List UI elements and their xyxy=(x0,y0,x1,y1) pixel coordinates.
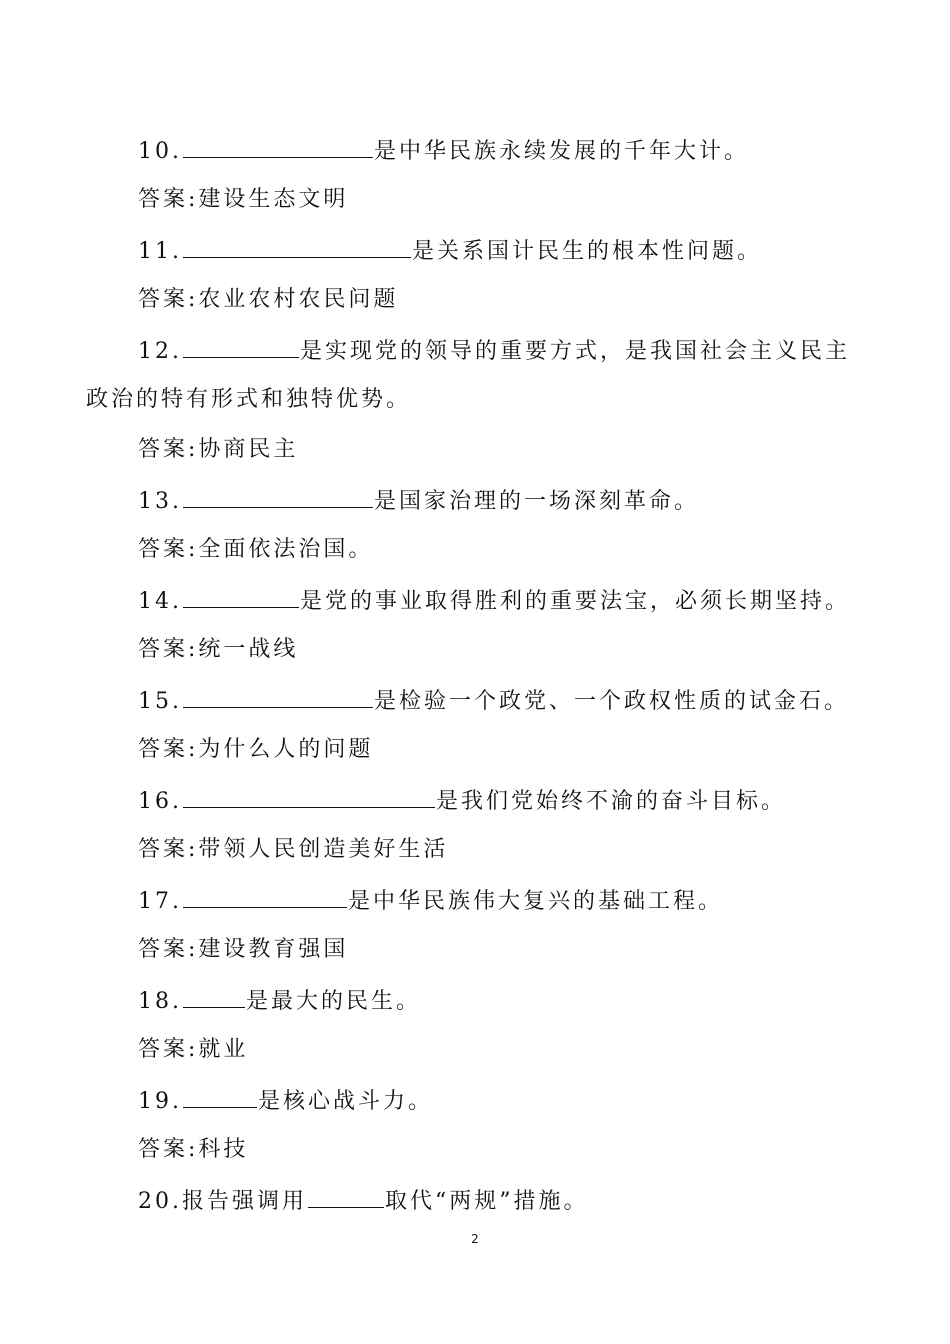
question-10 xyxy=(138,135,749,167)
question-number: 20. xyxy=(138,1189,182,1214)
question-19 xyxy=(138,1085,433,1117)
answer-label: 答案: xyxy=(138,637,199,662)
question-text: 是中华民族永续发展的千年大计。 xyxy=(374,139,750,164)
answer-text: 全面依法治国。 xyxy=(198,537,374,562)
answer-label: 答案: xyxy=(138,437,199,462)
answer-text: 统一战线 xyxy=(198,637,299,662)
answer-10 xyxy=(138,185,348,215)
answer-blank xyxy=(183,985,245,1008)
page-number: 2 xyxy=(471,1232,479,1246)
question-number: 15. xyxy=(138,689,182,714)
answer-label: 答案: xyxy=(138,737,199,762)
answer-11 xyxy=(138,285,398,315)
question-number: 18. xyxy=(138,989,182,1014)
question-number: 19. xyxy=(138,1089,182,1114)
question-text: 是检验一个政党、一个政权性质的试金石。 xyxy=(374,689,850,714)
answer-label: 答案: xyxy=(138,937,199,962)
answer-label: 答案: xyxy=(138,1137,199,1162)
answer-blank xyxy=(183,885,347,908)
question-text-line2: 政治的特有形式和独特优势。 xyxy=(86,387,412,412)
question-text: 是党的事业取得胜利的重要法宝，必须长期坚持。 xyxy=(300,589,851,614)
answer-blank xyxy=(183,785,435,808)
answer-text: 带领人民创造美好生活 xyxy=(198,837,449,862)
question-15 xyxy=(138,685,849,717)
question-number: 11. xyxy=(138,239,182,264)
answer-text: 就业 xyxy=(198,1037,249,1062)
answer-19 xyxy=(138,1135,248,1165)
question-number: 12. xyxy=(138,339,182,364)
answer-16 xyxy=(138,835,448,865)
question-14 xyxy=(138,585,850,617)
answer-text: 协商民主 xyxy=(198,437,299,462)
question-text: 是我们党始终不渝的奋斗目标。 xyxy=(436,789,787,814)
question-12-continued xyxy=(86,385,411,415)
question-text: 是核心战斗力。 xyxy=(258,1089,434,1114)
question-11 xyxy=(138,235,762,267)
question-number: 17. xyxy=(138,889,182,914)
question-text: 是中华民族伟大复兴的基础工程。 xyxy=(348,889,724,914)
answer-label: 答案: xyxy=(138,187,199,212)
answer-text: 建设生态文明 xyxy=(198,187,349,212)
question-17 xyxy=(138,885,723,917)
answer-18 xyxy=(138,1035,248,1065)
answer-blank xyxy=(308,1185,384,1208)
question-number: 14. xyxy=(138,589,182,614)
answer-blank xyxy=(183,485,373,508)
answer-text: 为什么人的问题 xyxy=(198,737,374,762)
question-text: 是国家治理的一场深刻革命。 xyxy=(374,489,700,514)
question-number: 16. xyxy=(138,789,182,814)
question-12 xyxy=(138,335,850,367)
answer-blank xyxy=(183,1085,257,1108)
answer-blank xyxy=(183,685,373,708)
question-number: 10. xyxy=(138,139,182,164)
answer-label: 答案: xyxy=(138,837,199,862)
answer-15 xyxy=(138,735,373,765)
question-text: 取代“两规”措施。 xyxy=(385,1189,589,1214)
answer-text: 建设教育强国 xyxy=(198,937,349,962)
question-18 xyxy=(138,985,421,1017)
answer-14 xyxy=(138,635,298,665)
answer-blank xyxy=(183,335,299,358)
question-text: 是最大的民生。 xyxy=(246,989,422,1014)
answer-17 xyxy=(138,935,348,965)
answer-blank xyxy=(183,135,373,158)
question-text: 是实现党的领导的重要方式，是我国社会主义民主 xyxy=(300,339,851,364)
answer-label: 答案: xyxy=(138,537,199,562)
question-text-before: 报告强调用 xyxy=(182,1189,308,1214)
question-text: 是关系国计民生的根本性问题。 xyxy=(412,239,763,264)
answer-label: 答案: xyxy=(138,1037,199,1062)
question-16 xyxy=(138,785,786,817)
answer-text: 科技 xyxy=(198,1137,249,1162)
question-13 xyxy=(138,485,699,517)
answer-blank xyxy=(183,235,411,258)
answer-12 xyxy=(138,435,298,465)
answer-blank xyxy=(183,585,299,608)
question-20 xyxy=(138,1185,589,1217)
answer-label: 答案: xyxy=(138,287,199,312)
question-number: 13. xyxy=(138,489,182,514)
answer-text: 农业农村农民问题 xyxy=(198,287,399,312)
answer-13 xyxy=(138,535,373,565)
